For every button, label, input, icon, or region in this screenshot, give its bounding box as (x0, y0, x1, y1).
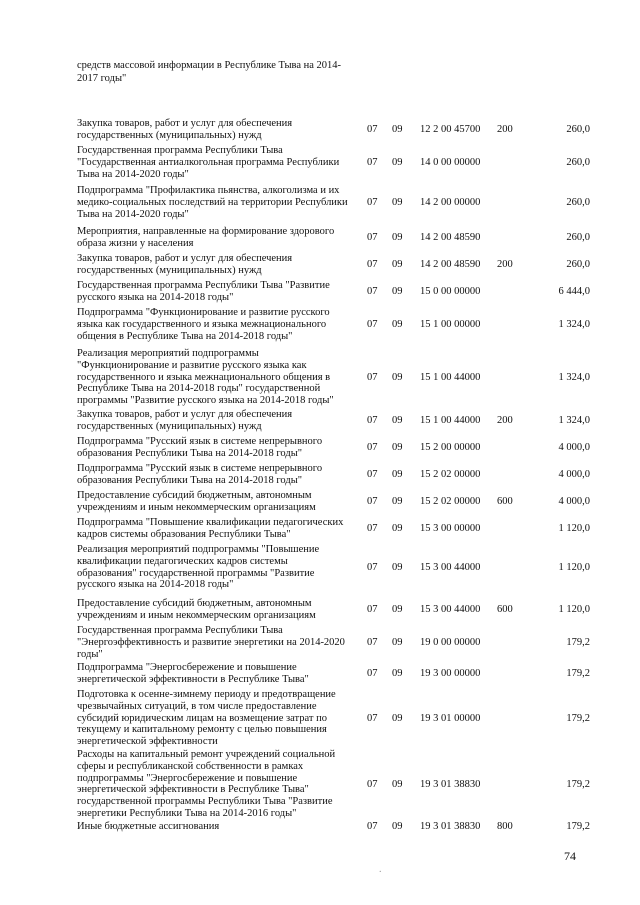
target-article-code: 19 3 01 00000 (420, 712, 481, 724)
section-code: 07 (367, 495, 378, 507)
table-row (0, 625, 640, 660)
target-article-code: 15 2 00 00000 (420, 441, 481, 453)
amount: 260,0 (566, 258, 590, 270)
amount: 260,0 (566, 196, 590, 208)
section-code: 07 (367, 522, 378, 534)
subsection-code: 09 (392, 285, 403, 297)
subsection-code: 09 (392, 636, 403, 648)
table-row (0, 689, 640, 748)
target-article-code: 12 2 00 45700 (420, 123, 481, 135)
table-row (0, 409, 640, 433)
target-article-code: 14 0 00 00000 (420, 156, 481, 168)
row-name: Закупка товаров, работ и услуг для обеспечения государственных (муниципальных) нужд (77, 409, 293, 432)
subsection-code: 09 (392, 712, 403, 724)
subsection-code: 09 (392, 603, 403, 615)
row-name: Закупка товаров, работ и услуг для обеспечения государственных (муниципальных) нужд (77, 118, 293, 141)
row-name: Подпрограмма "Энергосбережение и повышение энергетической эффективности в Республике Тыва" (77, 662, 309, 685)
subsection-code: 09 (392, 778, 403, 790)
expense-type-code: 200 (497, 258, 513, 270)
row-name: Иные бюджетные ассигнования (77, 821, 220, 832)
table-row (0, 118, 640, 142)
table-row (0, 436, 640, 460)
table-row (0, 185, 640, 220)
table-row (0, 821, 640, 833)
subsection-code: 09 (392, 667, 403, 679)
expense-type-code: 200 (497, 414, 513, 426)
target-article-code: 19 3 01 38830 (420, 821, 481, 832)
table-row (0, 280, 640, 304)
target-article-code: 14 2 00 48590 (420, 231, 481, 243)
section-code: 07 (367, 667, 378, 679)
table-row (0, 226, 640, 250)
section-code: 07 (367, 603, 378, 615)
section-code: 07 (367, 318, 378, 330)
amount: 179,2 (566, 778, 590, 790)
table-row (0, 662, 640, 686)
table-row (0, 490, 640, 514)
row-name: Реализация мероприятий подпрограммы "Функционирование и развитие русского языка как государственного и языка межнационального общения в Республике Тыва на 2014-2018 годы" государственной программы "Развитие русского языка на 2014-2018 годы" (77, 348, 334, 407)
target-article-code: 15 3 00 44000 (420, 561, 481, 573)
section-code: 07 (367, 414, 378, 426)
subsection-code: 09 (392, 561, 403, 573)
subsection-code: 09 (392, 196, 403, 208)
target-article-code: 14 2 00 48590 (420, 258, 481, 270)
table-row (0, 463, 640, 487)
amount: 4 000,0 (558, 468, 590, 480)
target-article-code: 15 1 00 00000 (420, 318, 481, 330)
section-code: 07 (367, 636, 378, 648)
table-row (0, 145, 640, 180)
amount: 260,0 (566, 231, 590, 243)
amount: 4 000,0 (558, 495, 590, 507)
subsection-code: 09 (392, 123, 403, 135)
subsection-code: 09 (392, 258, 403, 270)
row-name: Государственная программа Республики Тыва "Энергоэффективность и развитие энергетики на 2014-2020 годы" (77, 625, 345, 660)
target-article-code: 15 1 00 44000 (420, 371, 481, 383)
row-name: Государственная программа Республики Тыва "Развитие русского языка на 2014-2018 годы" (77, 280, 330, 303)
table-row (0, 253, 640, 277)
table-row (0, 517, 640, 541)
section-code: 07 (367, 468, 378, 480)
subsection-code: 09 (392, 522, 403, 534)
row-name: Предоставление субсидий бюджетным, автономным учреждениям и иным некоммерческим организациям (77, 598, 316, 621)
table-row (0, 749, 640, 820)
subsection-code: 09 (392, 414, 403, 426)
target-article-code: 15 1 00 44000 (420, 414, 481, 426)
subsection-code: 09 (392, 318, 403, 330)
subsection-code: 09 (392, 371, 403, 383)
amount: 1 324,0 (558, 318, 590, 330)
row-name: Подпрограмма "Русский язык в системе непрерывного образования Республики Тыва на 2014-2018 годы" (77, 463, 323, 486)
expense-type-code: 200 (497, 123, 513, 135)
target-article-code: 19 3 01 38830 (420, 778, 481, 790)
section-code: 07 (367, 778, 378, 790)
section-code: 07 (367, 561, 378, 573)
target-article-code: 14 2 00 00000 (420, 196, 481, 208)
section-code: 07 (367, 196, 378, 208)
row-name: Государственная программа Республики Тыва "Государственная антиалкогольная программа Республики Тыва на 2014-2020 годы" (77, 145, 340, 180)
page-number: 74 (564, 849, 576, 863)
section-code: 07 (367, 441, 378, 453)
target-article-code: 15 3 00 44000 (420, 603, 481, 615)
row-name: Закупка товаров, работ и услуг для обеспечения государственных (муниципальных) нужд (77, 253, 293, 276)
table-row (0, 598, 640, 622)
row-name: Подготовка к осенне-зимнему периоду и предотвращение чрезвычайных ситуаций, в том числе предоставление субсидий юридическим лицам на возмещение затрат по текущему и капитальному ремонту с целью повышения энергетической эффективности (77, 689, 336, 748)
section-code: 07 (367, 156, 378, 168)
section-code: 07 (367, 258, 378, 270)
target-article-code: 15 2 02 00000 (420, 495, 481, 507)
row-name: Предоставление субсидий бюджетным, автономным учреждениям и иным некоммерческим организациям (77, 490, 316, 513)
row-name: Подпрограмма "Русский язык в системе непрерывного образования Республики Тыва на 2014-2018 годы" (77, 436, 323, 459)
section-code: 07 (367, 285, 378, 297)
row-name: Подпрограмма "Функционирование и развитие русского языка как государственного и языка межнационального общения в Республике Тыва на 2014-2018 годы" (77, 307, 330, 342)
amount: 1 120,0 (558, 561, 590, 573)
section-code: 07 (367, 821, 378, 832)
subsection-code: 09 (392, 495, 403, 507)
target-article-code: 19 3 00 00000 (420, 667, 481, 679)
subsection-code: 09 (392, 231, 403, 243)
amount: 179,2 (566, 667, 590, 679)
table-row (0, 544, 640, 591)
target-article-code: 19 0 00 00000 (420, 636, 481, 648)
subsection-code: 09 (392, 821, 403, 832)
target-article-code: 15 3 00 00000 (420, 522, 481, 534)
section-code: 07 (367, 231, 378, 243)
section-code: 07 (367, 123, 378, 135)
amount: 179,2 (566, 712, 590, 724)
expense-type-code: 800 (497, 821, 513, 832)
amount: 260,0 (566, 123, 590, 135)
row-name: Подпрограмма "Повышение квалификации педагогических кадров системы образования Республики Тыва" (77, 517, 344, 540)
amount: 1 324,0 (558, 414, 590, 426)
subsection-code: 09 (392, 156, 403, 168)
row-name: Расходы на капитальный ремонт учреждений социальной сферы и республиканской собственности в рамках подпрограммы "Энергосбережение и повышение энергетической эффективности в Республике Тыва" государственной программы Республики Тыва "Развитие энергетики Республики Тыва на 2014-2016 годы" (77, 749, 336, 819)
amount: 6 444,0 (558, 285, 590, 297)
scan-dot: . (379, 864, 382, 875)
table-row (0, 307, 640, 342)
amount: 1 120,0 (558, 603, 590, 615)
row-name: Подпрограмма "Профилактика пьянства, алкоголизма и их медико-социальных последствий на территории Республики Тыва на 2014-2020 годы" (77, 185, 348, 220)
amount: 1 120,0 (558, 522, 590, 534)
target-article-code: 15 0 00 00000 (420, 285, 481, 297)
continued-row-text: средств массовой информации в Республике Тыва на 2014- 2017 годы" (77, 60, 342, 84)
row-name: Мероприятия, направленные на формирование здорового образа жизни у населения (77, 226, 335, 249)
subsection-code: 09 (392, 468, 403, 480)
expense-type-code: 600 (497, 495, 513, 507)
amount: 4 000,0 (558, 441, 590, 453)
target-article-code: 15 2 02 00000 (420, 468, 481, 480)
section-code: 07 (367, 371, 378, 383)
amount: 179,2 (566, 636, 590, 648)
amount: 260,0 (566, 156, 590, 168)
amount: 1 324,0 (558, 371, 590, 383)
section-code: 07 (367, 712, 378, 724)
expense-type-code: 600 (497, 603, 513, 615)
row-name: Реализация мероприятий подпрограммы "Повышение квалификации педагогических кадров системы образования" государственной программы "Развитие русского языка на 2014-2018 годы" (77, 544, 320, 591)
subsection-code: 09 (392, 441, 403, 453)
table-row (0, 348, 640, 407)
amount: 179,2 (566, 821, 590, 832)
